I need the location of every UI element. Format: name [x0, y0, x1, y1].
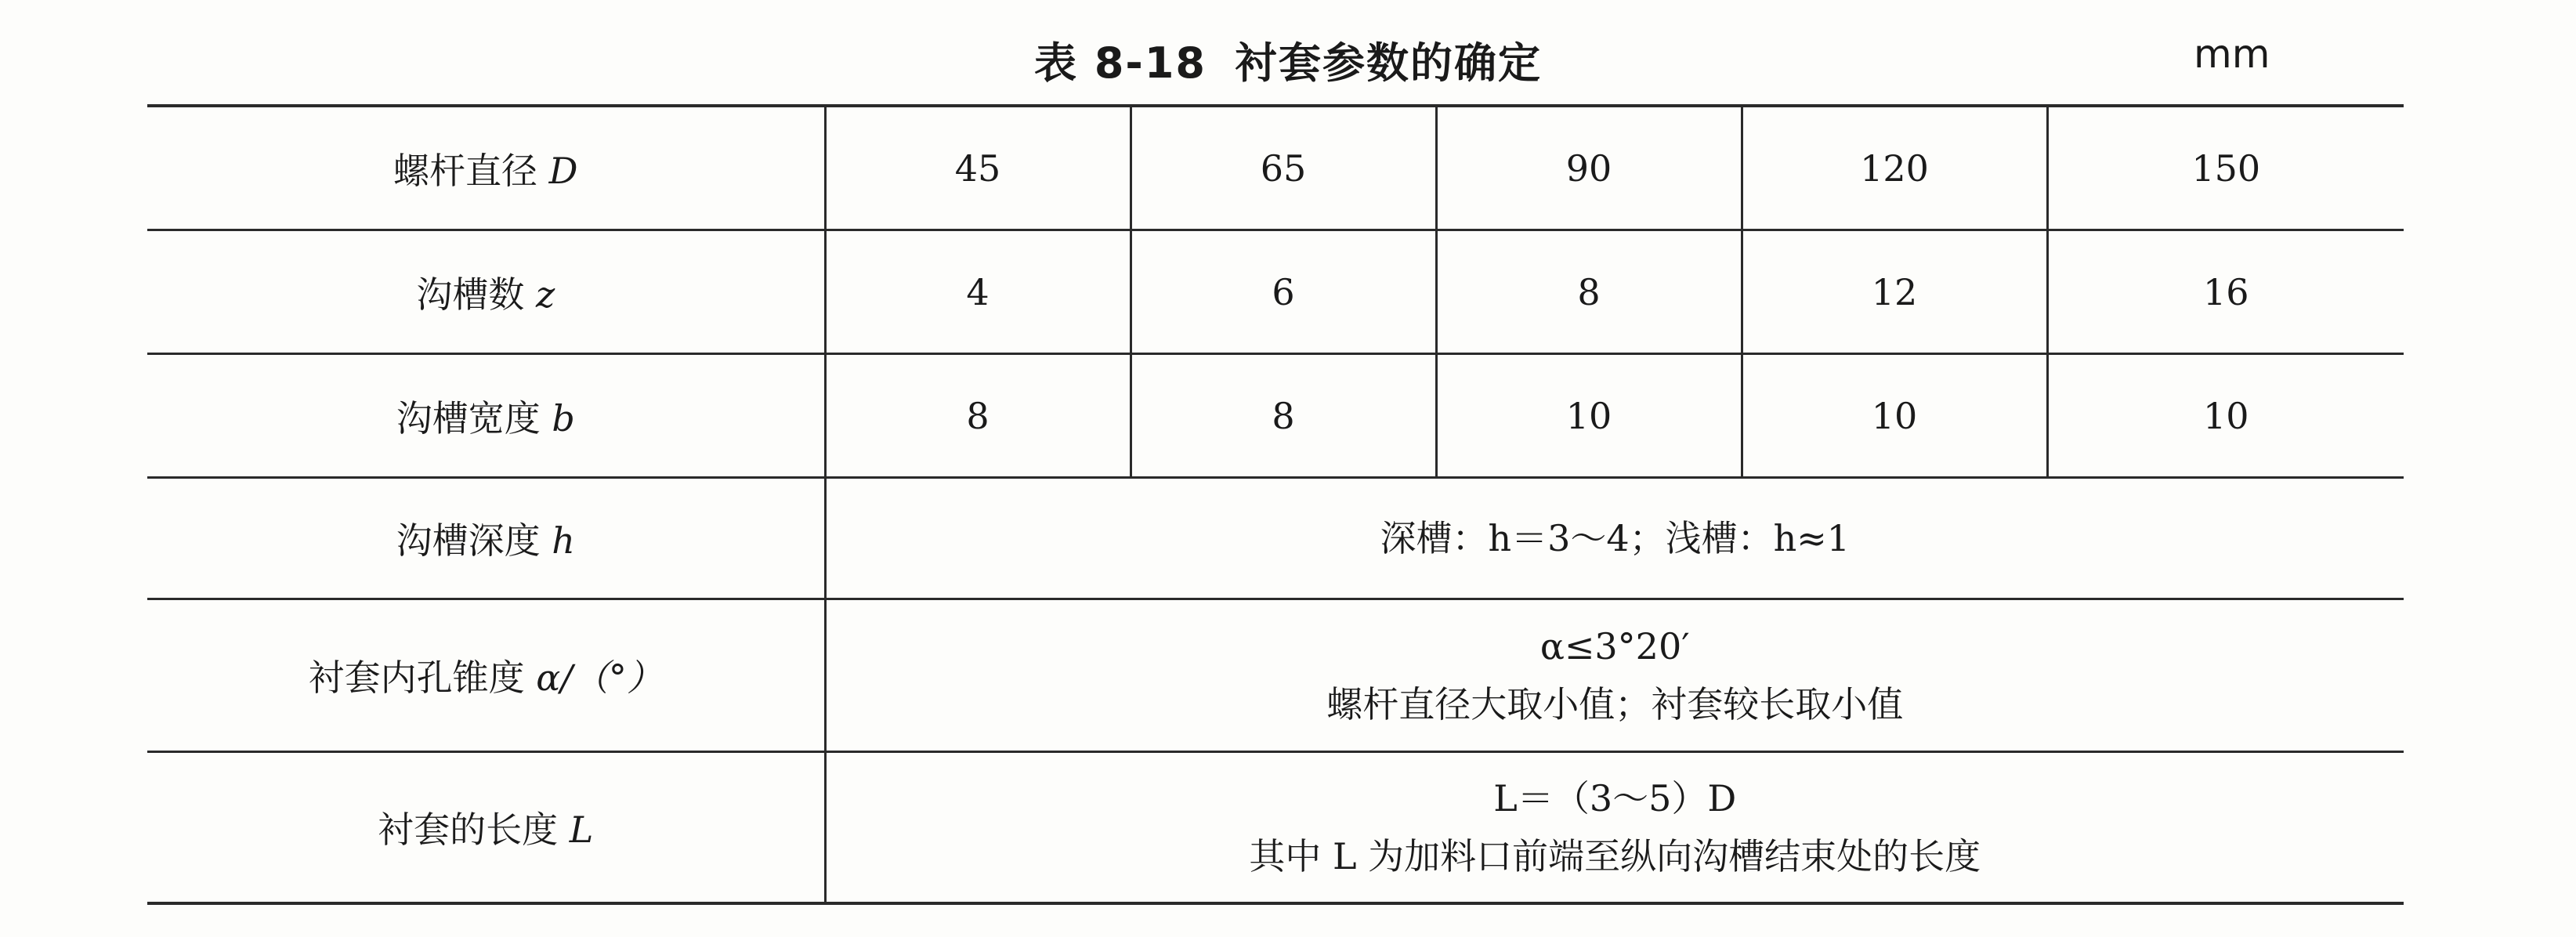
table-cell: 4 — [825, 230, 1131, 354]
merged-cell: 深槽：h＝3～4；浅槽：h≈1 — [825, 478, 2404, 599]
table-cell: 120 — [1742, 106, 2047, 230]
row-header: 沟槽深度 h — [147, 478, 825, 599]
table-row — [147, 599, 2404, 752]
row-header: 衬套内孔锥度 α/（°） — [147, 599, 825, 752]
row-header: 沟槽宽度 b — [147, 354, 825, 478]
table-title — [0, 30, 2576, 90]
table-cell: 10 — [2047, 354, 2404, 478]
table-cell: 65 — [1131, 106, 1436, 230]
table-row — [147, 106, 2404, 230]
table-cell: 150 — [2047, 106, 2404, 230]
table-number: 表 8-18 — [1034, 38, 1207, 88]
table-row — [147, 752, 2404, 904]
table-cell: 6 — [1131, 230, 1436, 354]
table-cell: 12 — [1742, 230, 2047, 354]
table-cell: 10 — [1436, 354, 1742, 478]
row-header: 沟槽数 z — [147, 230, 825, 354]
table-cell: 8 — [1436, 230, 1742, 354]
table-cell: 8 — [825, 354, 1131, 478]
unit-label: mm — [2194, 31, 2270, 77]
table-cell: 10 — [1742, 354, 2047, 478]
parameter-table — [147, 104, 2404, 905]
table-row — [147, 354, 2404, 478]
row-header: 螺杆直径 D — [147, 106, 825, 230]
table-row — [147, 230, 2404, 354]
table-cell: 45 — [825, 106, 1131, 230]
table-caption: 衬套参数的确定 — [1234, 38, 1542, 88]
table-row — [147, 478, 2404, 599]
table-cell: 90 — [1436, 106, 1742, 230]
table-cell: 8 — [1131, 354, 1436, 478]
row-header: 衬套的长度 L — [147, 752, 825, 904]
merged-cell: L＝（3～5）D 其中 L 为加料口前端至纵向沟槽结束处的长度 — [825, 752, 2404, 904]
table-cell: 16 — [2047, 230, 2404, 354]
merged-cell: α≤3°20′ 螺杆直径大取小值；衬套较长取小值 — [825, 599, 2404, 752]
